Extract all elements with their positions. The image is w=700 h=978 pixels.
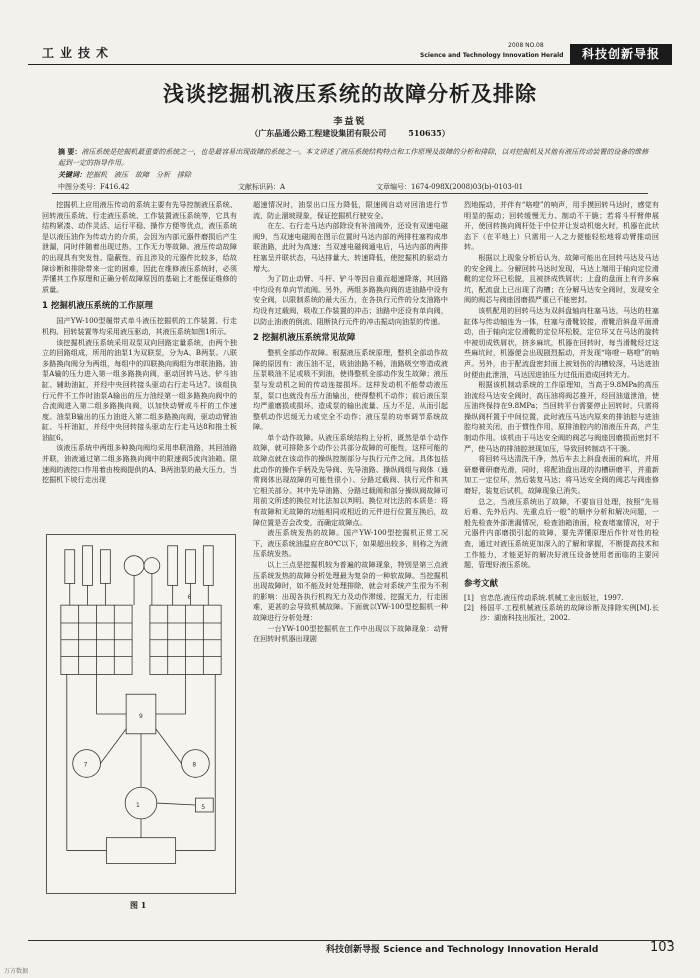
reference-item <box>464 603 659 623</box>
paragraph: 根据以上现象分析后认为，故障可能出在回转马达及马达的安全阀上。分解回转马达时发现，马达上端用于轴向定位滑靴的定位环已松脱，且被挤成铁屑状；上盘的盘面上有许多麻坑，配流盘上已出现了沟槽；在分解马达安全阀时，发现安全阀的阀芯与阀座因磨损严重已不能密封。 <box>464 252 659 305</box>
reference-number: [1] <box>464 594 474 603</box>
section-heading-2: 2 挖掘机液压系统常见故障 <box>253 333 356 344</box>
figure-caption: 图 1 <box>130 900 147 910</box>
paragraph: 整机全部动作故障。根据液压系统原理，整机全部动作故障的原因有：液压油不足，吸油油路不畅，油路吸空等造成液压泵吸油不足或吸不到油，使得整机全部动作发生故障；液压泵与发动机之间的传动连接损坏。这样发动机不能带动液压泵，泵口也就没有压力油输出，使得整机不动作；前后液压泵均严重磨损或损坏，造成泵的输出流量、压力不足，从而引起整机动作迟缓无力或完全不动作；液压泵的功率调节系统故障。 <box>253 348 448 432</box>
svg-text:8: 8 <box>192 761 197 769</box>
section-tag: 工业技术 <box>42 46 115 60</box>
classification-rule <box>52 193 648 194</box>
abstract <box>58 146 652 169</box>
svg-text:9: 9 <box>139 712 143 720</box>
paragraph: 挖掘机上应用液压传动的系统主要有先导控制液压系统、回转液压系统、行走液压系统、工作装置液压系统等，它具有结构紧凑、动作灵活、运行平稳、操作方便等优点，液压系统是以液压油作为传动力的介质，会因为内部元器件磨损后产生泄漏，同时伴随着出现过热、工作无力等故障。液压传动故障的出现具有突发性、隐蔽性，而且涉及的元器件比较多，给故障诊断和排除带来一定的困难，因此在维修液压系统时，必须弄懂其工作原理和正确分析故障原因的基础上才能保证维修的质量。 <box>42 200 237 294</box>
paragraph: 总之，当液压系统出了故障，不要盲目处理，按照“先易后难、先外后内、先重点后一般”的顺序分析和解决问题，一般先检查外部泄漏情况，检查油箱油面，检查堵塞情况，对于元器件内部磨损引起的故障，要先弄懂原理后作针对性的检查，通过对液压系统更加深入的了解和掌握，不断提高技术和工作能力，才能更好的解决好液压设备使用者面临的主要问题，管理好液压系统。 <box>464 496 659 570</box>
classification-line <box>58 182 652 192</box>
paragraph: 一台YW-100型挖掘机在工作中出现以下故障现象：动臂在回转时机器出现剧 <box>253 623 448 644</box>
references-heading: 参考文献 <box>464 578 499 589</box>
paragraph: 根据该机制动系统的工作原理知，当高于9.8MPa的高压油流经马达安全阀时，高压油将阀芯推开，经回油道泄油，使压油终保持在9.8MPa；当回转平台需要停止回转时，只需将操纵阀杆置于中间位置，此时液压马达内原来的排油腔与进油腔均被关闭，由于惯性作用，原排油腔内的油液压升高，产生制动作用。该机由于马达安全阀的阀芯与阀座因磨损而密封不严，使马达的排油腔泄现加压，导致回转制动不干脆。 <box>464 380 659 453</box>
header-rule <box>28 64 672 65</box>
footer-rule <box>28 940 672 941</box>
motor-symbol <box>124 556 144 576</box>
cylinder-symbol <box>186 550 196 584</box>
paragraph: 该液压系统中两组多种换向阀均采用串联油路，其回油路并联，油液通过第二组多路换向阀中的限速阀5流向油箱。限速阀的液控口作用着由梭阀提供的A、B两油泵的最大压力，当挖掘机下坡行走出现 <box>42 443 237 485</box>
hydraulic-schematic-figure <box>46 534 236 894</box>
paragraph: 该机配用的回转马达为双斜盘轴向柱塞马达，马达的柱塞缸体与传动轴连为一体，柱塞与滑靴铰接，滑靴沿斜盘平面滑动，由于轴向定位滑靴的定位环松脱，定位环又在马达的旋转中被切成铁屑状，挤多麻坑，机器在回转时，每当滑靴经过这些麻坑时，机器便会出现剧烈振动，并发现“咯噔－咯噔”的响声。另外，由于配流盘密封面上被划伤的沟槽较深，马达进油时便由此泄油，马达因进油压力过低而造成回转无力。 <box>464 305 659 379</box>
cylinder-symbol <box>83 546 93 586</box>
column-1 <box>42 200 237 486</box>
svg-text:1: 1 <box>136 802 140 810</box>
clc-number: 中图分类号：F416.42 <box>58 183 130 191</box>
svg-text:7: 7 <box>83 761 88 769</box>
column-3 <box>464 200 659 623</box>
oil-tank <box>106 838 175 864</box>
keywords <box>58 170 652 180</box>
watermark: 万方数据 <box>4 968 29 975</box>
issue-number: 2008 NO.08 <box>508 42 544 49</box>
paragraph: 国产YW-100型履带式单斗液压挖掘机的工作装置、行走机构、回转装置等均采用液压驱动，其液压系统如图1所示。 <box>42 316 237 336</box>
paragraph: 以上三点是挖掘机较为普遍的故障现象，特别是第三点液压系统发热的故障分析处理最为复杂的一种软故障。当挖掘机出现故障时，如不能及时处理排除，就会对系统产生很为不利的影响：出现各执行机构无力及动作滞缓、挖掘无力，行走困难，更甚的会导致机械故障。下面就以YW-100型挖掘机一种故障进行分析处理： <box>253 560 448 622</box>
page-number: 103 <box>650 940 675 955</box>
keywords-label: 关键词： <box>58 170 86 179</box>
journal-name-cn: 科技创新导报 <box>570 44 672 64</box>
cylinder-symbol <box>168 546 178 586</box>
paragraph: 该挖掘机液压系统采用双泵双向回路定量系统，由两个独立的回路组成，所用的油泵1为双联泵，分为A、B两泵。八联多路换向阀分为两组，每组中的四联换向阀组为串联油路。油泵A输的压力进入第一组多路换向阀，驱动回转马达、铲斗油缸、辅助油缸，并经中央回转接头驱动右行走马达7。该组执行元件不工作时油泵A输出的压力油经第一组多路换向阀中的合流阀进入第二组多路换向阀，以加快动臂或斗杆的工作速度。油泵B输出的压力油进入第二组多路换向阀，驱动动臂油缸、斗杆油缸，并经中央回转接头驱动左行走马达8和推土板油缸6。 <box>42 337 237 442</box>
document-code: 文献标识码：A <box>238 183 286 191</box>
paragraph: 单个动作故障。从液压系统结构上分析，既然是单个动作故障，就可排除多个动作公共部分故障的可能性，这样可能的故障点就在该动作的操纵控制部分与执行元件之间。具体包括此动作的操作手柄及先导阀、先导油路、操纵阀组与阀体（通常阀体出现故障的可能性很小）、分路过载阀、执行元件和其它相关部分。其中先导油路、分路过载阀和部分操纵阀故障可用前文所述的换位对比法加以判明。换位对比法的本质是：将有故障和无故障的功能相同或相近的元件进行位置互换后，故障位置是否会改变，而确定故障点。 <box>253 432 448 527</box>
svg-text:6: 6 <box>187 594 192 602</box>
paragraph: 液压系统发热的故障。国产YW-100型挖掘机正常工况下，液压系统油温应在80℃以下，如果超出较多，则称之为液压系统发热。 <box>253 528 448 559</box>
cylinder-symbol <box>203 546 213 586</box>
schematic-drawing <box>47 535 235 893</box>
affiliation <box>0 128 700 139</box>
journal-name-en: Science and Technology Innovation Herald <box>420 52 564 59</box>
affiliation-name: （广东晶通公路工程建设集团有限公司 <box>250 128 387 138</box>
reference-text: 杨国平.工程机械液压系统的故障诊断及排除实例[M].长沙：湖南科技出版社，2002. <box>480 604 659 623</box>
reference-number: [2] <box>464 604 474 613</box>
paragraph: 超速情况时，油泵出口压力降低，限速阀自动对回油进行节流，防止溜坡现象，保证挖掘机行驶安全。 <box>253 200 448 220</box>
column-2 <box>253 200 448 645</box>
article-title: 浅谈挖掘机液压系统的故障分析及排除 <box>163 82 537 106</box>
abstract-text: 液压系统是挖掘机最重要的系统之一，也是最容易出现故障的系统之一。本文讲述了液压系统结构特点和工作原理及故障的分析和排除，以对挖掘机及其他有液压传动装置的设备的维修起到一定的指导作用。 <box>58 148 649 167</box>
author-name: 李益锐 <box>333 117 367 127</box>
paragraph: 在左、右行走马达内部除设有补油阀外，还设有双速电磁阀9，当双速电磁阀在图示位置时马达内部的两排柱塞构成串联油路，此时为高速；当双速电磁阀通电后，马达内部的两排柱塞呈并联状态，马达排量大、转速降低，使挖掘机的驱动力增大。 <box>253 221 448 273</box>
cylinder-symbol <box>65 550 75 584</box>
reference-text: 官忠范.液压传动系统.机械工业出版社，1997. <box>480 594 624 603</box>
paragraph: 为了防止动臂、斗杆、铲斗等因自重而超速降落，其回路中均设有单向节流阀。另外，两组多路换向阀的进油路中设有安全阀，以限制系统的最大压力，在各执行元件的分支油路中均设有过载阀，吸收工作装置的冲击；油路中还设有单向阀，以防止油液的倒流、阻断执行元件的冲击振动向油泵的传递。 <box>253 274 448 326</box>
reference-item <box>464 593 659 603</box>
paragraph: 将回转马达清洗干净，然后车去上斜盘表面的麻坑，并用研磨膏研磨光滑，同时，将配油盘出现的沟槽研磨平，并重新加工一定位环，然后装复马达；将马达安全阀的阀芯与阀座修磨好，装复后试机，故障现象已消失。 <box>464 454 659 496</box>
article-number: 文章编号：1674-098X(2008)03(b)-0103-01 <box>376 183 524 191</box>
keywords-text: 挖掘机 液压 故障 分析 排除 <box>86 171 191 179</box>
abstract-label: 摘 要： <box>58 147 82 156</box>
footer-journal: 科技创新导报 Science and Technology Innovation Herald <box>326 945 599 955</box>
motor-symbol <box>144 558 160 574</box>
affiliation-zip: 510635） <box>408 128 450 138</box>
cylinder-symbol <box>100 550 110 584</box>
section-heading-1: 1 挖掘机液压系统的工作原理 <box>42 301 153 312</box>
dual-pump <box>125 787 157 819</box>
paragraph: 烈地振动，并伴有“咯噔”的响声，用手摸回转马达时，感觉有明显的振动；回转缓慢无力、制动不干脆；若将斗杆臂伸展开，使回转换向阀杆处于中位并让发动机熄火时，机器在此状态下（在平地上）只需用一人之力便能轻松地将动臂推动回转。 <box>464 200 659 252</box>
svg-text:5: 5 <box>201 803 206 811</box>
